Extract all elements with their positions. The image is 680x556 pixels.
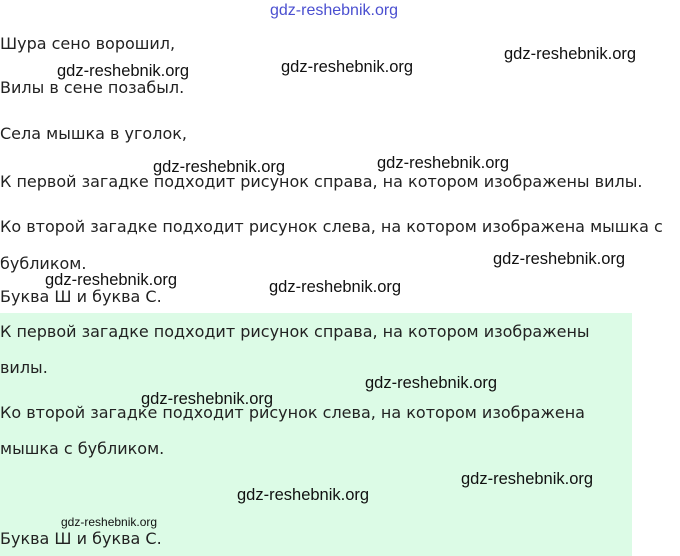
highlight-answer-1-line-1: К первой загадке подходит рисунок справа, на котором изображены — [0, 322, 590, 341]
watermark: gdz-reshebnik.org — [493, 250, 626, 268]
watermark: gdz-reshebnik.org — [237, 486, 370, 504]
answer-2-line-1: Ко второй загадке подходит рисунок слева, на котором изображена мышка с — [0, 217, 663, 236]
watermark: gdz-reshebnik.org — [57, 62, 190, 80]
highlight-answer-2-line-2: мышка с бубликом. — [0, 439, 165, 458]
watermark-top: gdz-reshebnik.org — [270, 2, 399, 19]
answer-1: К первой загадке подходит рисунок справа, на котором изображены вилы. — [0, 172, 643, 191]
poem-line-3: Села мышка в уголок, — [0, 124, 187, 143]
answer-2-line-2: бубликом. — [0, 254, 87, 273]
poem-line-1: Шура сено ворошил, — [0, 34, 176, 53]
watermark: gdz-reshebnik.org — [281, 58, 414, 76]
watermark: gdz-reshebnik.org — [153, 158, 286, 176]
answer-3: Буква Ш и буква С. — [0, 287, 162, 306]
watermark: gdz-reshebnik.org — [45, 271, 178, 289]
watermark-small: gdz-reshebnik.org — [61, 515, 158, 529]
watermark: gdz-reshebnik.org — [504, 45, 637, 63]
watermark: gdz-reshebnik.org — [365, 374, 498, 392]
highlight-answer-1-line-2: вилы. — [0, 358, 48, 377]
highlight-answer-2-line-1: Ко второй загадке подходит рисунок слева, на котором изображена — [0, 403, 585, 422]
watermark: gdz-reshebnik.org — [377, 154, 510, 172]
watermark: gdz-reshebnik.org — [461, 470, 594, 488]
highlight-answer-3: Буква Ш и буква С. — [0, 529, 162, 548]
poem-line-2: Вилы в сене позабыл. — [0, 78, 185, 97]
watermark: gdz-reshebnik.org — [141, 390, 274, 408]
watermark: gdz-reshebnik.org — [269, 278, 402, 296]
